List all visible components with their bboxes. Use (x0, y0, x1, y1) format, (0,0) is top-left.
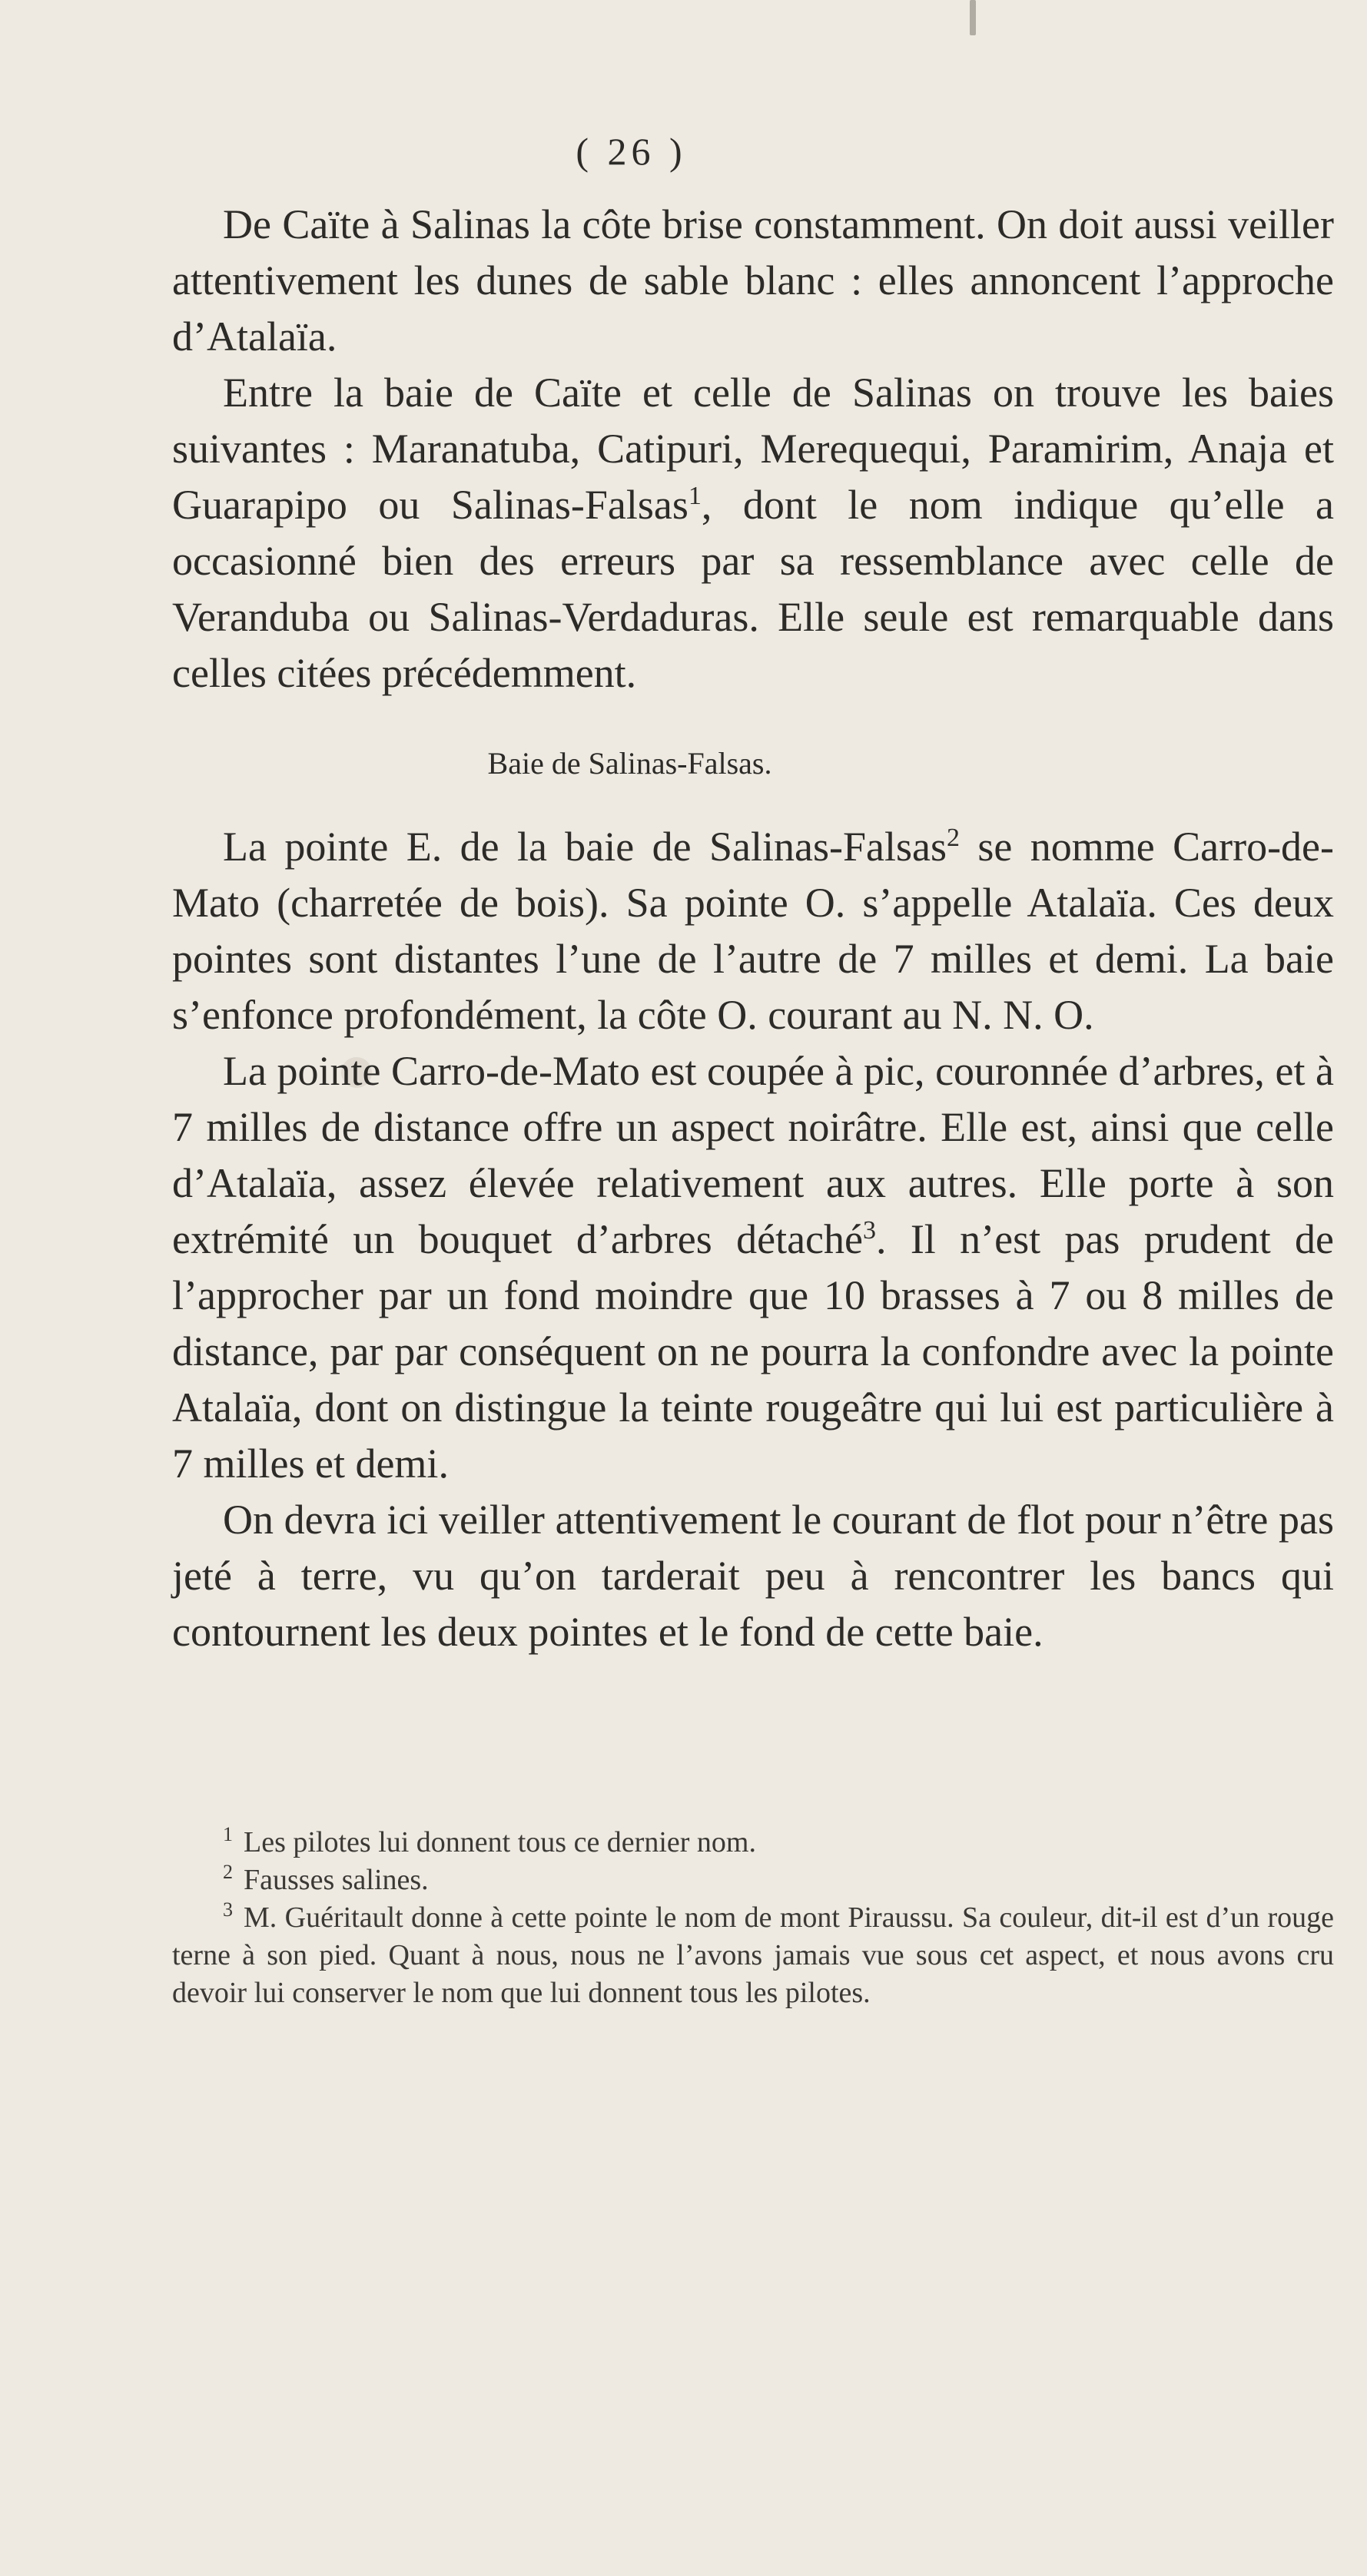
footnote-2-mark: 2 (223, 1861, 233, 1884)
footnote-1-mark: 1 (223, 1823, 233, 1846)
paragraph-section-3: On devra ici veiller attentivement le courant de flot pour n’être pas jeté à terre, vu qu’on tarderait peu à rencontrer les bancs qui contournent les deux pointes et le fond de cette baie. (172, 1497, 1334, 1655)
paragraph-intro-2 (172, 365, 1334, 701)
footnote-1-text: Les pilotes lui donnent tous ce dernier nom. (244, 1826, 756, 1858)
paragraph-section-2 (172, 1043, 1334, 1492)
footnote-ref-2: 2 (946, 824, 960, 852)
paragraph-section-1-start: La pointe E. de la baie de Salinas-Falsas (223, 824, 947, 870)
paragraph-section-2-end: . Il n’est pas prudent de l’approcher par un fond moindre que 10 brasses à 7 ou 8 milles de distance, par par conséquent on ne pourra la confondre avec la pointe Atalaïa, dont on distingue la teinte rougeâtre qui lui est particulière à 7 milles et demi. (172, 1216, 1335, 1487)
footnote-1 (172, 1824, 1334, 1862)
paragraph-section-1-end: se nomme Carro-de-Mato (charretée de bois). Sa pointe O. s’appelle Atalaïa. Ces deux pointes sont distantes l’une de l’autre de 7 milles et demi. La baie s’enfonce profondément, la côte O. courant au N. N. O. (172, 824, 1334, 1038)
footnote-3-text: M. Guéritault donne à cette pointe le nom de mont Piraussu. Sa couleur, dit-il est d’un rouge terne à son pied. Quant à nous, nous ne l’avons jamais vue sous cet aspect, et nous avons cru devoir lui conserver le nom que lui donnent tous les pilotes. (172, 1901, 1334, 2009)
page-number: ( 26 ) (576, 130, 687, 173)
paper-mark (970, 0, 976, 35)
footnote-2 (172, 1862, 1334, 1899)
footnote-ref-1: 1 (688, 482, 702, 510)
footnote-3-mark: 3 (223, 1898, 233, 1921)
paragraph-intro-2-continuation: , dont le nom indique qu’elle a occasionné bien des erreurs par sa ressemblance avec celle de Veranduba ou Salinas-Verdaduras. Elle seule est remarquable dans celles citées précédemment. (172, 482, 1335, 696)
footnote-ref-3: 3 (862, 1216, 876, 1245)
section-heading: Baie de Salinas-Falsas. (487, 746, 772, 781)
footnotes (172, 1824, 1334, 2012)
paragraph-section-2-start: La pointe Carro-de-Mato est coupée à pic, couronnée d’arbres, et à 7 milles de distance offre un aspect noirâtre. Elle est, ainsi que celle d’Atalaïa, assez élevée relativement aux autres. Elle porte à son extrémité un bouquet d’arbres détaché (172, 1048, 1334, 1262)
footnote-3 (172, 1899, 1334, 2012)
section-text (172, 819, 1334, 1660)
paragraph-section-1 (172, 819, 1334, 1043)
intro-text (172, 197, 1334, 701)
footnote-2-text: Fausses salines. (244, 1864, 429, 1896)
paragraph-intro-2-text: Entre la baie de Caïte et celle de Salinas on trouve les baies suivantes : Maranatuba, Catipuri, Merequequi, Paramirim, Anaja et Guarapipo ou Salinas-Falsas (172, 370, 1334, 528)
paragraph-intro-1: De Caïte à Salinas la côte brise constamment. On doit aussi veiller attentivement les dunes de sable blanc : elles annoncent l’approche d’Atalaïa. (172, 201, 1334, 360)
